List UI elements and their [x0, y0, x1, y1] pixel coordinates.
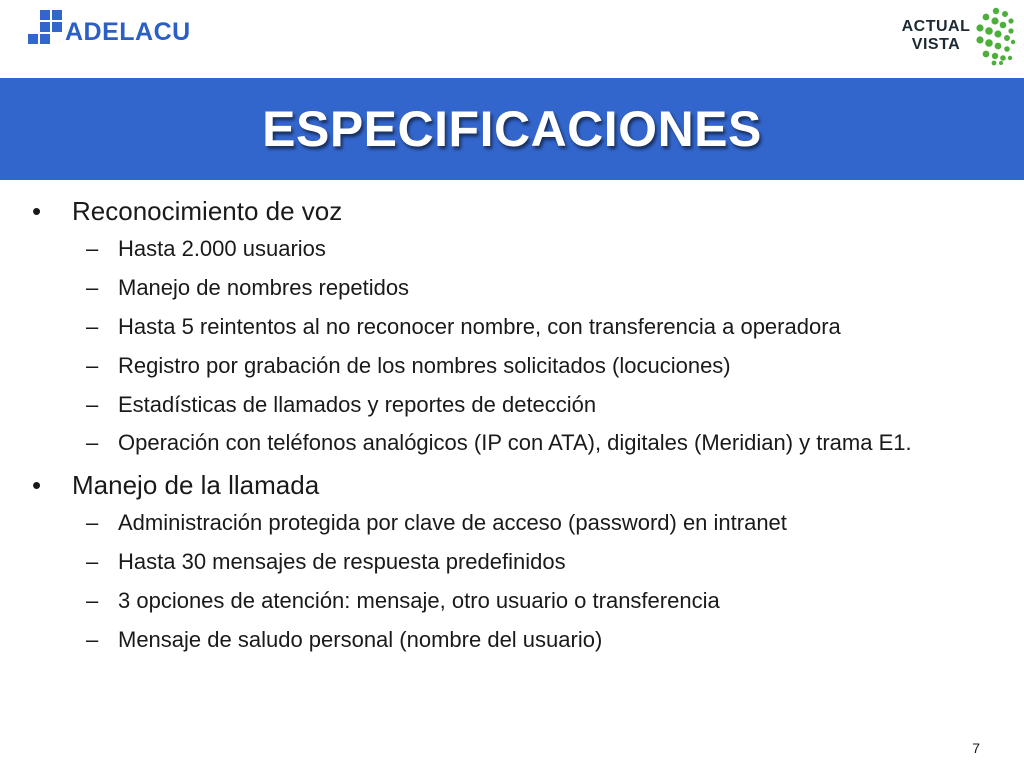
logo-line-actual: ACTUAL — [901, 18, 971, 35]
dash-icon: – — [86, 588, 99, 613]
adelacu-squares-icon — [26, 10, 70, 52]
actual-vista-logo-text — [900, 18, 972, 54]
list-item-text: Administración protegida por clave de acceso (password) en intranet — [118, 510, 787, 535]
adelacu-logo-text: ADELACU — [65, 17, 191, 46]
sub-list — [86, 509, 983, 653]
list-item — [86, 235, 983, 262]
page-title: ESPECIFICACIONES — [262, 101, 762, 157]
section-heading — [28, 467, 983, 503]
list-item-text: Estadísticas de llamados y reportes de detección — [118, 392, 597, 417]
dash-icon: – — [86, 549, 99, 574]
dash-icon: – — [86, 314, 99, 339]
dash-icon: – — [86, 392, 99, 417]
logo-line-vista: VISTA — [911, 36, 961, 53]
slide-content — [28, 193, 983, 665]
list-item — [86, 587, 983, 614]
actual-vista-logo — [896, 4, 1016, 68]
bullet-icon: • — [32, 470, 42, 500]
section-heading-text: Manejo de la llamada — [72, 470, 320, 500]
dash-icon: – — [86, 236, 99, 261]
section-heading-text: Reconocimiento de voz — [72, 196, 343, 226]
list-item-text: Hasta 5 reintentos al no reconocer nombre, con transferencia a operadora — [118, 314, 841, 339]
list-item — [86, 352, 983, 379]
bullet-icon: • — [32, 196, 42, 226]
list-item-text: Hasta 2.000 usuarios — [118, 236, 326, 261]
list-item-text: Registro por grabación de los nombres solicitados (locuciones) — [118, 353, 731, 378]
list-item — [86, 430, 983, 455]
page-number: 7 — [972, 740, 980, 756]
list-item-text: Mensaje de saludo personal (nombre del usuario) — [118, 627, 603, 652]
section-heading — [28, 193, 983, 229]
list-item — [86, 626, 983, 653]
dash-icon: – — [86, 353, 99, 378]
list-item — [86, 391, 983, 418]
list-item-text: Manejo de nombres repetidos — [118, 275, 410, 300]
list-item-text: Operación con teléfonos analógicos (IP con ATA), digitales (Meridian) y trama E1. — [118, 430, 912, 455]
list-item — [86, 313, 983, 340]
list-item — [86, 548, 983, 575]
green-dots-icon — [972, 6, 1016, 66]
list-item-text: 3 opciones de atención: mensaje, otro usuario o transferencia — [118, 588, 720, 613]
title-band — [0, 78, 1024, 180]
list-item — [86, 274, 983, 301]
dash-icon: – — [86, 627, 99, 652]
dash-icon: – — [86, 510, 99, 535]
dash-icon: – — [86, 430, 99, 455]
dash-icon: – — [86, 275, 99, 300]
list-item — [86, 509, 983, 536]
adelacu-logo — [26, 10, 191, 52]
sub-list — [86, 235, 983, 455]
list-item-text: Hasta 30 mensajes de respuesta predefinidos — [118, 549, 566, 574]
